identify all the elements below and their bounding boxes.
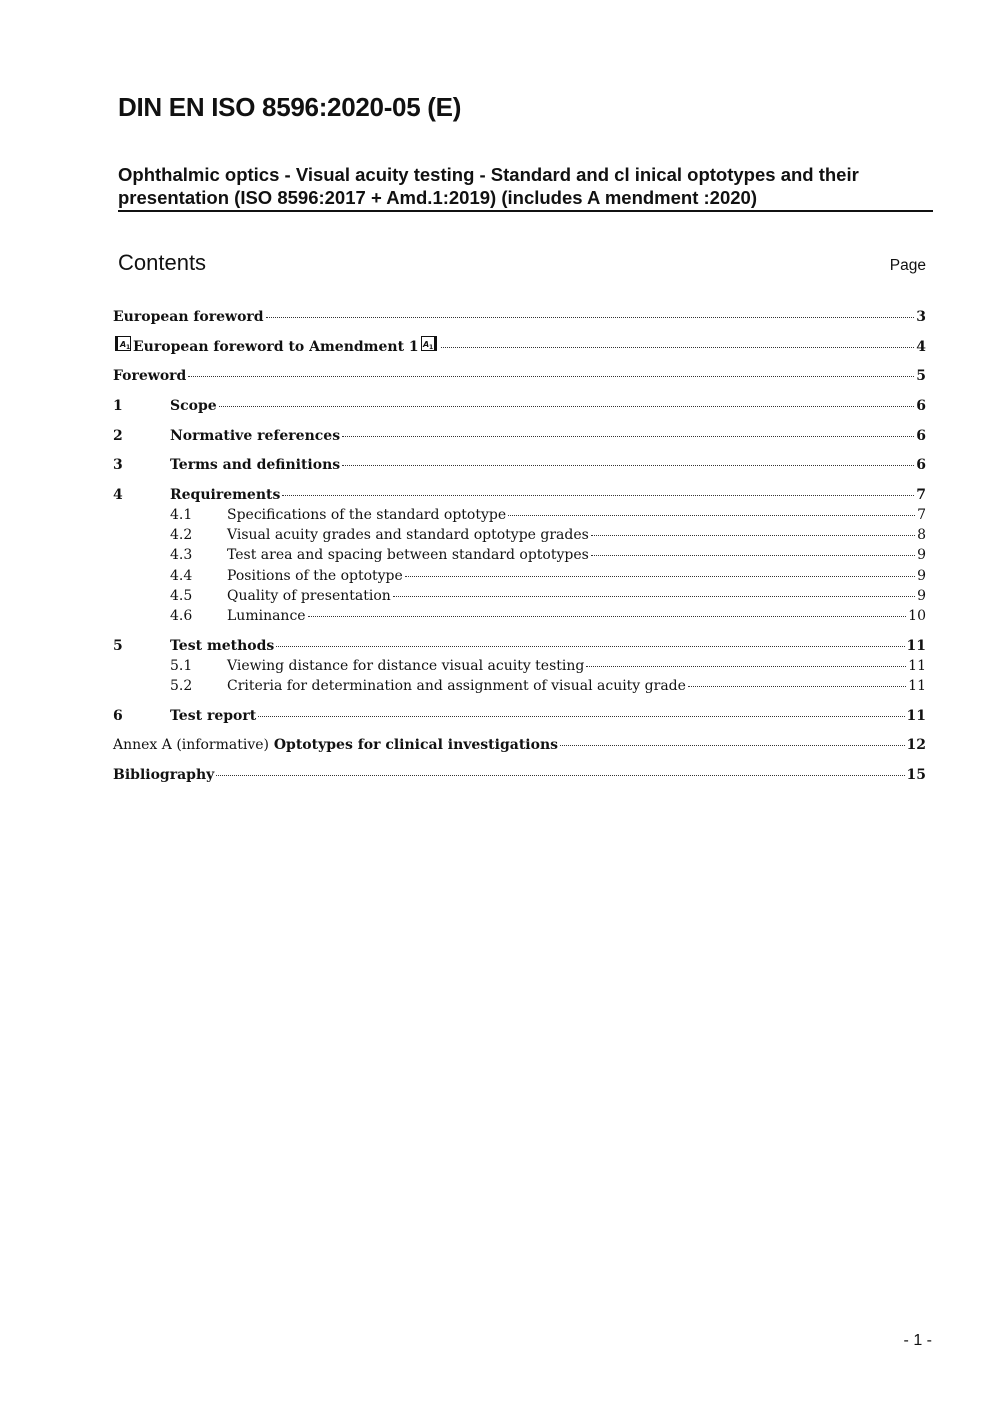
toc-leader-dots [258, 716, 904, 717]
toc-entry-page: 7 [916, 487, 926, 503]
svg-text:1: 1 [428, 344, 433, 351]
toc-entry-label: Test methods [170, 638, 275, 654]
toc-entry-page: 11 [906, 638, 926, 654]
toc-entry-page: 4 [916, 339, 926, 355]
toc-leader-dots [282, 495, 914, 496]
toc-entry[interactable] [113, 505, 926, 525]
toc-entry-number: 3 [113, 457, 123, 473]
toc-leader-dots [342, 465, 914, 466]
toc-entry-number: 5.2 [170, 678, 193, 694]
toc-entry-number: 5 [113, 638, 123, 654]
svg-text:A: A [120, 340, 127, 349]
toc-entry[interactable] [113, 566, 926, 586]
toc-entry-page: 6 [916, 398, 926, 414]
toc-entry-label: Criteria for determination and assignment of visual acuity grade [227, 678, 686, 694]
toc-entry[interactable] [113, 396, 926, 416]
toc-entry-label: Bibliography [113, 767, 215, 783]
toc-entry-number: 1 [113, 398, 123, 414]
toc-entry-number: 6 [113, 708, 123, 724]
toc-entry-label: Quality of presentation [227, 588, 391, 604]
toc-entry-page: 6 [916, 457, 926, 473]
annex-title: Optotypes for clinical investigations [273, 737, 559, 753]
toc-entry[interactable] [113, 426, 926, 446]
toc-entry-label: Normative references [170, 428, 341, 444]
toc-entry[interactable] [113, 706, 926, 726]
toc-entry-page: 5 [916, 368, 926, 384]
toc-entry[interactable] [113, 485, 926, 505]
toc-entry[interactable] [113, 366, 926, 386]
toc-entry-label: Terms and definitions [170, 457, 341, 473]
toc-entry[interactable] [113, 735, 926, 755]
toc-entry[interactable] [113, 455, 926, 475]
footer-page-number: - 1 - [903, 1332, 932, 1349]
svg-text:1: 1 [126, 344, 131, 351]
toc-entry-label: Specifications of the standard optotype [227, 507, 507, 523]
toc-leader-dots [441, 347, 915, 348]
document-title-line-1: Ophthalmic optics - Visual acuity testing - Standard and cl inical optotypes and their [118, 164, 859, 185]
toc-entry-page: 10 [908, 608, 926, 624]
toc-leader-dots [188, 376, 914, 377]
toc-entry-page: 8 [917, 527, 926, 543]
toc-entry-label: Requirements [170, 487, 281, 503]
document-id: DIN EN ISO 8596:2020-05 (E) [118, 92, 462, 122]
document-title [118, 163, 933, 212]
toc-entry-label: Test area and spacing between standard optotypes [227, 547, 589, 563]
toc-leader-dots [219, 406, 915, 407]
toc-leader-dots [393, 596, 915, 597]
toc-entry-label: Visual acuity grades and standard optotype grades [227, 527, 589, 543]
toc-leader-dots [308, 616, 907, 617]
toc-entry-label [113, 735, 558, 755]
toc-entry-label: Scope [170, 398, 217, 414]
toc-entry-page: 15 [906, 767, 926, 783]
toc-entry-label: Positions of the optotype [227, 568, 403, 584]
document-title-line-2: presentation (ISO 8596:2017 + Amd.1:2019) (includes A mendment :2020) [118, 187, 757, 208]
toc-entry-number: 4.3 [170, 547, 193, 563]
toc-entry-page: 11 [906, 708, 926, 724]
page-column-heading: Page [889, 257, 926, 274]
toc-entry-label: European foreword [113, 309, 264, 325]
toc-entry-number: 5.1 [170, 658, 193, 674]
svg-text:A: A [422, 340, 429, 349]
toc-entry-number: 2 [113, 428, 123, 444]
toc-entry[interactable] [113, 636, 926, 656]
toc-entry-number: 4.6 [170, 608, 193, 624]
toc-entry[interactable] [113, 656, 926, 676]
toc-entry-number: 4.5 [170, 588, 193, 604]
toc-entry-page: 11 [908, 678, 926, 694]
toc-entry-page: 7 [917, 507, 926, 523]
toc-entry[interactable] [113, 676, 926, 696]
toc-entry[interactable] [113, 545, 926, 565]
toc-entry-label: Foreword [113, 368, 187, 384]
toc-entry[interactable] [113, 525, 926, 545]
toc-entry[interactable] [113, 586, 926, 606]
toc-entry-page: 11 [908, 658, 926, 674]
toc-leader-dots [508, 515, 915, 516]
toc-entry[interactable] [113, 307, 926, 327]
toc-leader-dots [688, 686, 906, 687]
toc-entry-page: 9 [917, 568, 926, 584]
toc-entry-number: 4.2 [170, 527, 193, 543]
toc-entry-number: 4.4 [170, 568, 193, 584]
toc-leader-dots [586, 666, 906, 667]
toc-leader-dots [591, 535, 915, 536]
amendment-start-icon [115, 336, 131, 351]
toc-entry[interactable] [113, 765, 926, 785]
amendment-end-icon [421, 336, 437, 351]
toc-leader-dots [591, 555, 915, 556]
contents-heading: Contents [118, 250, 207, 275]
toc-entry-page: 6 [916, 428, 926, 444]
toc-leader-dots [405, 576, 915, 577]
toc-entry-number: 4 [113, 487, 123, 503]
toc-entry-label: Test report [170, 708, 257, 724]
toc-entry-label: European foreword to Amendment 1 [133, 339, 419, 355]
toc-leader-dots [342, 436, 914, 437]
toc-leader-dots [216, 775, 904, 776]
toc-entry-label: Viewing distance for distance visual acuity testing [227, 658, 585, 674]
toc-entry-page: 3 [916, 309, 926, 325]
toc-entry-page: 12 [906, 737, 926, 753]
annex-prefix: Annex A (informative) [113, 737, 269, 753]
toc-leader-dots [266, 317, 915, 318]
toc-entry-page: 9 [917, 588, 926, 604]
toc-entry[interactable] [113, 336, 926, 356]
toc-leader-dots [276, 646, 904, 647]
toc-leader-dots [560, 745, 905, 746]
toc-entry-number: 4.1 [170, 507, 193, 523]
toc-entry[interactable] [113, 606, 926, 626]
toc-entry-label: Luminance [227, 608, 306, 624]
toc-entry-page: 9 [917, 547, 926, 563]
